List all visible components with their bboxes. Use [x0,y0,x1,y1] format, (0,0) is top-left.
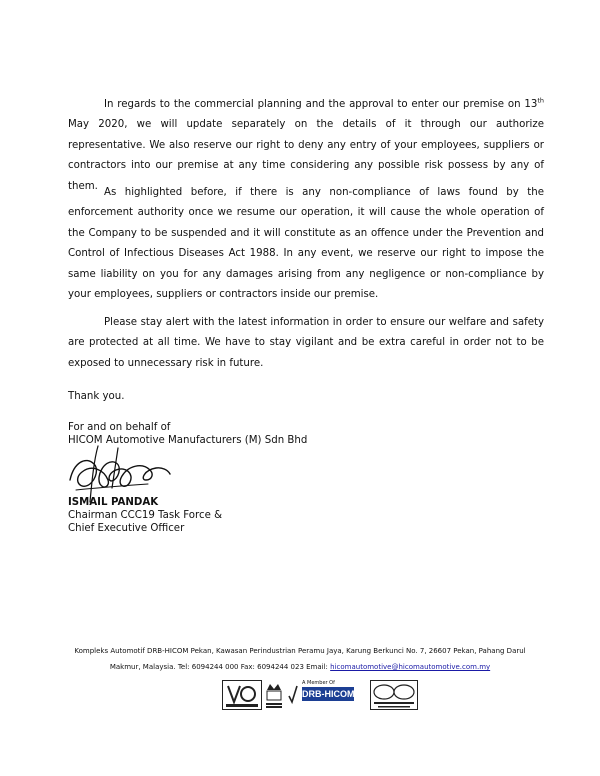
signer-title-ceo: Chief Executive Officer [68,523,185,534]
ukas-tick-logo [288,680,298,710]
ukas-crown-logo [264,680,284,710]
certification-logos [220,678,540,714]
vca-certification-logo [222,680,262,710]
ordinal-suffix: th [537,96,544,105]
paragraph-stay-alert: Please stay alert with the latest information in order to ensure our welfare and safety are protected at all time. We have to stay vigilant and be extra careful in order not to be exposed to unnecessary risk in future. [68,317,544,369]
closing-thank-you: Thank you. [68,391,125,402]
drb-hicom-logo: DRB-HICOM [302,689,355,699]
footer-address-line2: Makmur, Malaysia. Tel: 6094244 000 Fax: 6094244 023 Email: hicomautomotive@hicomautomotive.com.my [109,663,491,671]
paragraph-premise-entry: In regards to the commercial planning and the approval to enter our premise on 13th May 2020, we will update separately on the details of it through our authorize representative. We also reserve our right to deny any entry of your employees, suppliers or contractors into our premise at any time considering any possible risk possess by any of them. [68,96,544,192]
footer-address-line1: Kompleks Automotif DRB-HICOM Pekan, Kawasan Perindustrian Peramu Jaya, Karung Berkunci No. 7, 26607 Pekan, Pahang Darul [74,647,526,655]
on-behalf-line: For and on behalf of [68,422,171,433]
company-name: HICOM Automotive Manufacturers (M) Sdn Bhd [68,435,308,446]
member-of-label: A Member Of [302,680,335,686]
signer-title-chairman: Chairman CCC19 Task Force & [68,510,223,521]
signer-name: ISMAIL PANDAK [68,497,159,508]
footer-email-link[interactable]: hicomautomotive@hicomautomotive.com.my [330,663,491,671]
paragraph-compliance: As highlighted before, if there is any non-compliance of laws found by the enforcement authority once we resume our operation, it will cause the whole operation of the Company to be suspended and it will constitute as an offence under the Prevention and Control of Infectious Diseases Act 1988. In any event, we reserve our right to impose the same liability on you for any damages arising from any negligence or non-compliance by your employees, suppliers or contractors inside our premise. [68,187,544,301]
certification-badge-logo [370,680,418,710]
